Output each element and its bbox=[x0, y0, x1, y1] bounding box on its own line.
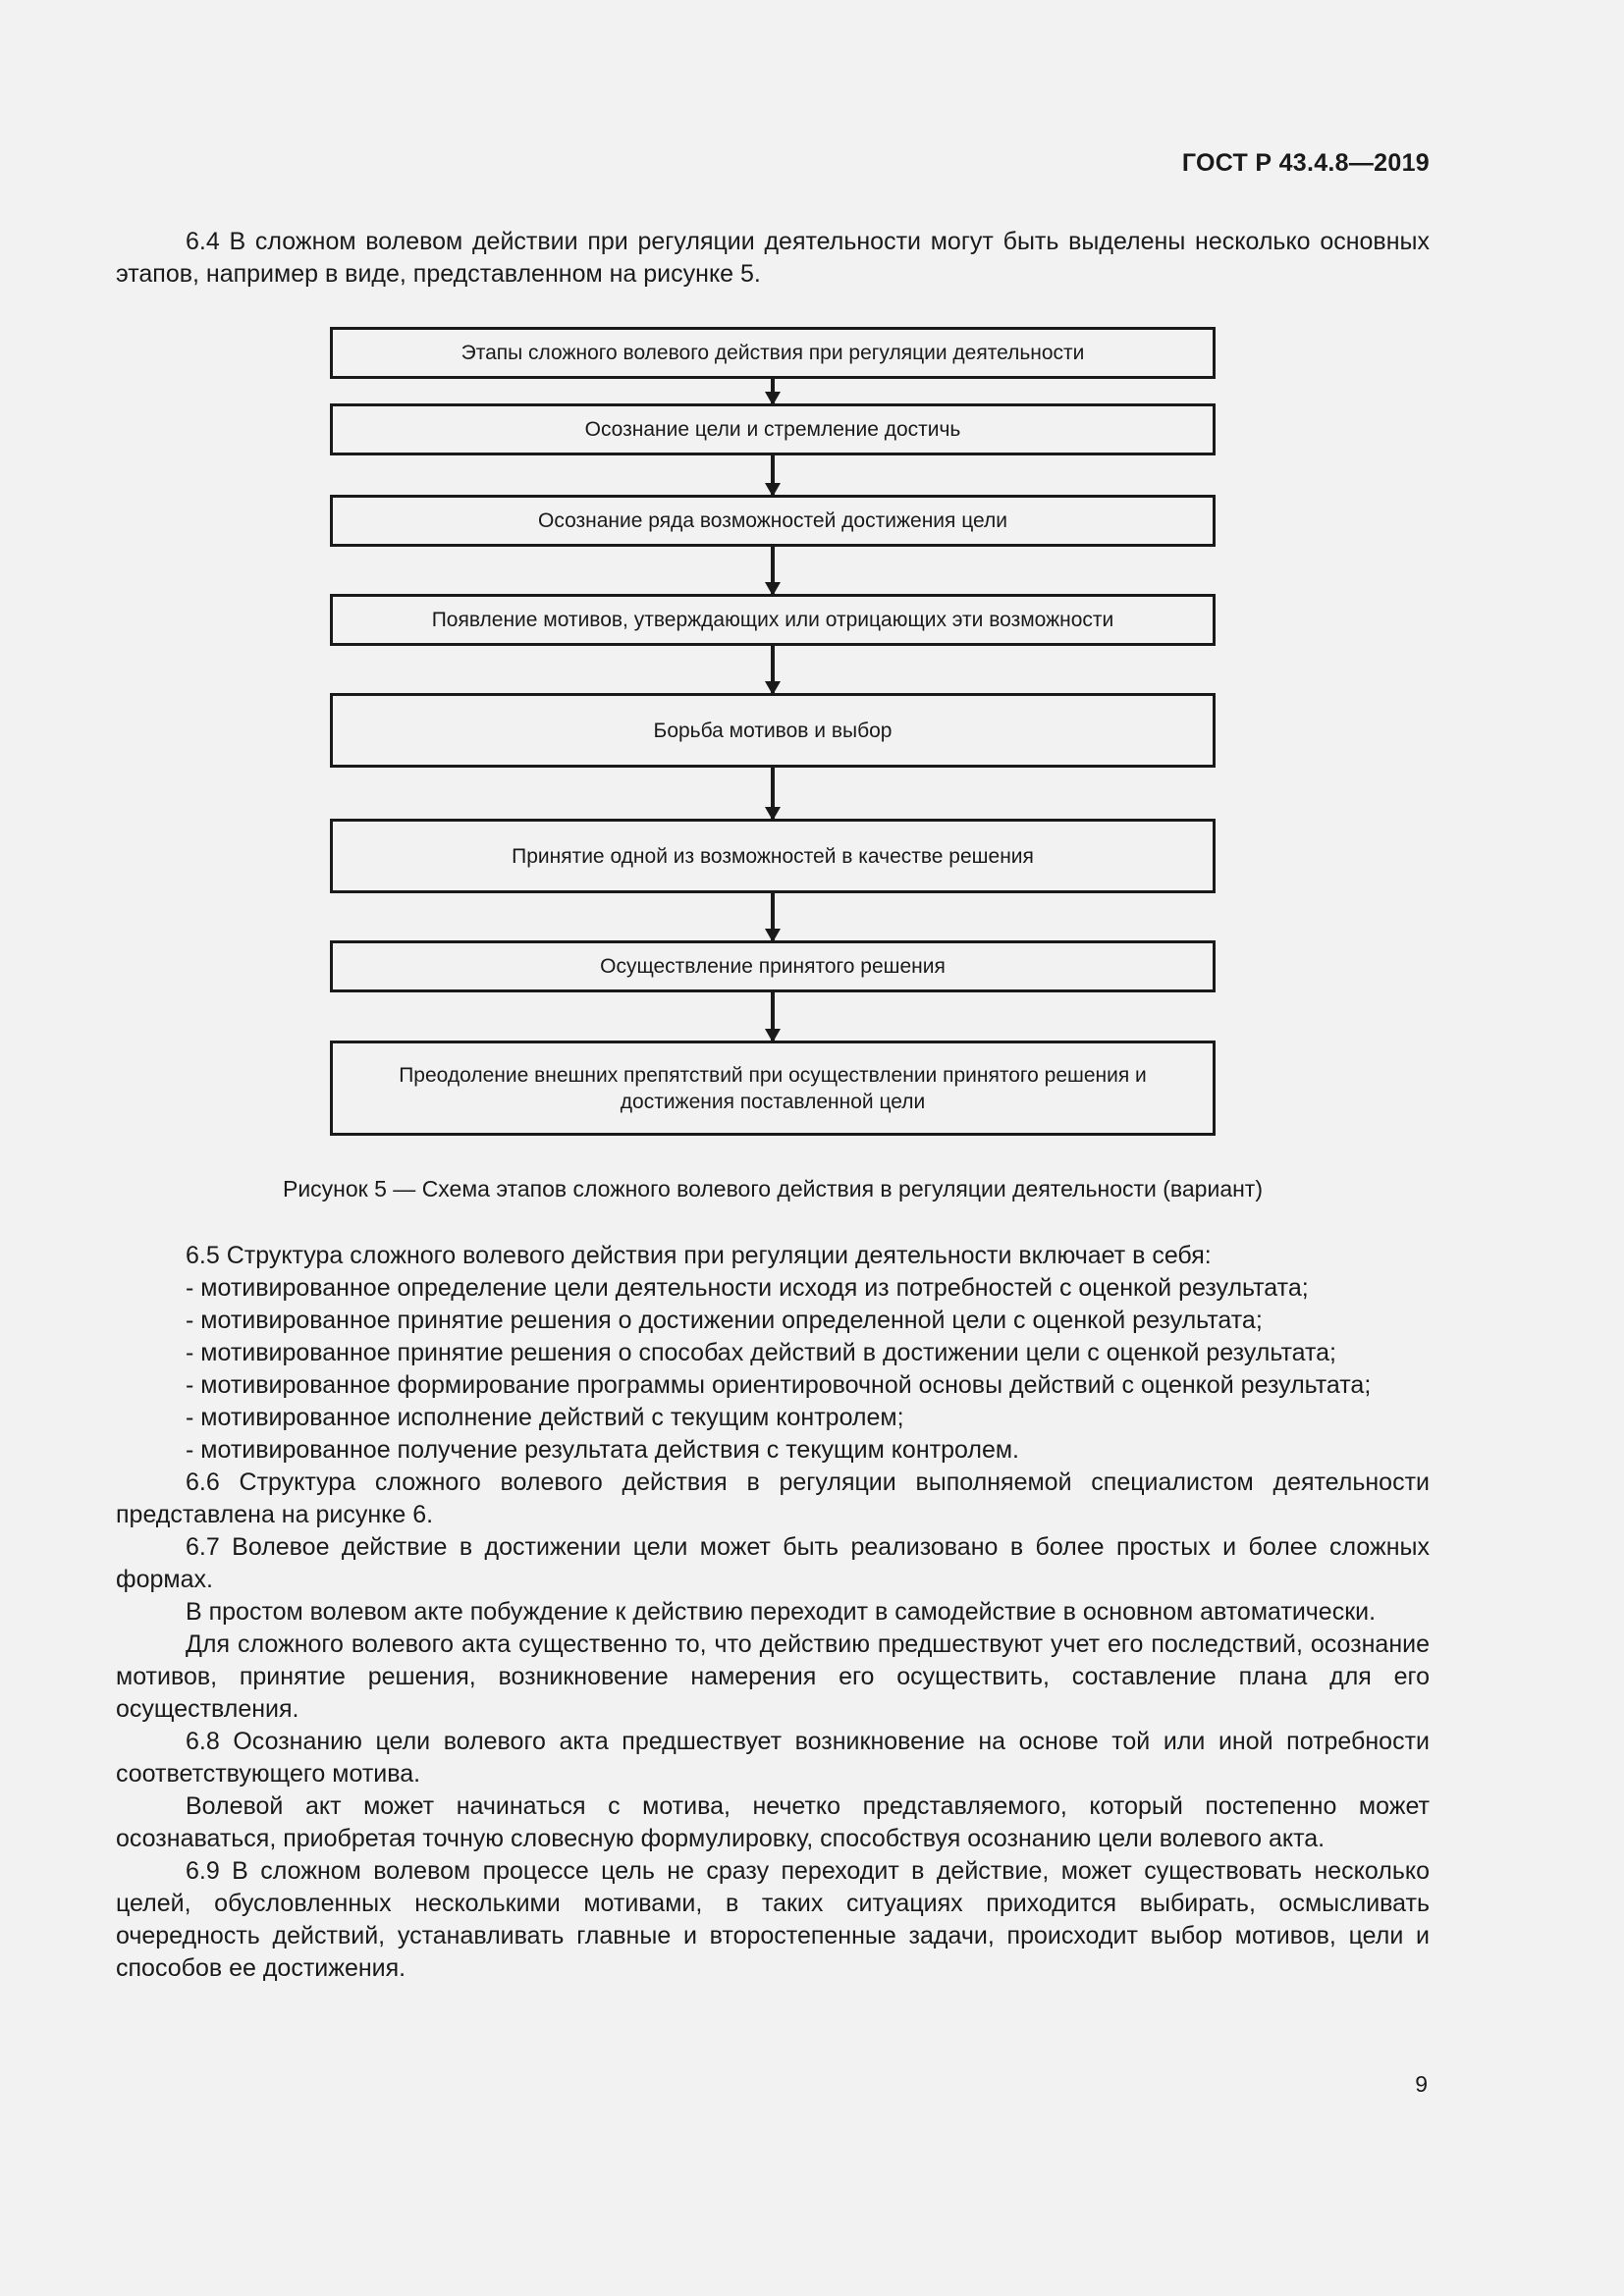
body-text bbox=[116, 1240, 1430, 1985]
paragraph: Для сложного волевого акта существенно то, что действию предшествуют учет его последствий, осознание мотивов, принятие решения, возникновение намерения его осуществить, составление плана для его осуществления. bbox=[116, 1630, 1430, 1723]
flowchart-arrow bbox=[771, 379, 775, 403]
paragraph: В простом волевом акте побуждение к действию переходит в самодействие в основном автоматически. bbox=[186, 1598, 1377, 1626]
flowchart-arrow bbox=[771, 992, 775, 1041]
paragraph: 6.8 Осознанию цели волевого акта предшествует возникновение на основе той или иной потребности соответствующего мотива. bbox=[116, 1728, 1430, 1788]
flowchart-arrow bbox=[771, 768, 775, 819]
paragraph: 6.7 Волевое действие в достижении цели может быть реализовано в более простых и более сложных формах. bbox=[116, 1533, 1430, 1593]
flowchart-arrow bbox=[771, 547, 775, 594]
list-item: - мотивированное принятие решения о способах действий в достижении цели с оценкой результата; bbox=[186, 1339, 1336, 1366]
flowchart-step: Преодоление внешних препятствий при осуществлении принятого решения и достижения поставленной цели bbox=[330, 1041, 1216, 1136]
page-number: 9 bbox=[1415, 2071, 1428, 2097]
list-item: - мотивированное формирование программы ориентировочной основы действий с оценкой результата; bbox=[186, 1371, 1372, 1399]
flowchart-step: Принятие одной из возможностей в качестве решения bbox=[330, 819, 1216, 893]
flowchart-step: Борьба мотивов и выбор bbox=[330, 693, 1216, 768]
list-item: - мотивированное получение результата действия с текущим контролем. bbox=[186, 1436, 1019, 1464]
paragraph: 6.5 Структура сложного волевого действия при регуляции деятельности включает в себя: bbox=[186, 1242, 1212, 1269]
figure-caption: Рисунок 5 — Схема этапов сложного волевого действия в регуляции деятельности (вариант) bbox=[282, 1176, 1264, 1201]
flowchart-arrow bbox=[771, 646, 775, 693]
list-item: - мотивированное принятие решения о достижении определенной цели с оценкой результата; bbox=[186, 1307, 1263, 1334]
flowchart-step: Появление мотивов, утверждающих или отрицающих эти возможности bbox=[330, 594, 1216, 646]
paragraph: 6.9 В сложном волевом процессе цель не сразу переходит в действие, может существовать несколько целей, обусловленных несколькими мотивами, в таких ситуациях приходится выбирать, осмысливать очередность действий, устанавливать главные и второстепенные задачи, происходит выбор мотивов, цели и способов ее достижения. bbox=[116, 1857, 1430, 1982]
paragraph: Волевой акт может начинаться с мотива, нечетко представляемого, который постепенно может осознаваться, приобретая точную словесную формулировку, способствуя осознанию цели волевого акта. bbox=[116, 1792, 1430, 1852]
flowchart-step: Осуществление принятого решения bbox=[330, 940, 1216, 992]
document-code: ГОСТ Р 43.4.8—2019 bbox=[1181, 149, 1430, 177]
flowchart-arrow bbox=[771, 455, 775, 495]
flowchart-arrow bbox=[771, 893, 775, 940]
intro-paragraph: 6.4 В сложном волевом действии при регуляции деятельности могут быть выделены несколько основных этапов, например в виде, представленном на рисунке 5. bbox=[116, 228, 1430, 288]
list-item: - мотивированное определение цели деятельности исходя из потребностей с оценкой результата; bbox=[186, 1274, 1309, 1302]
list-item: - мотивированное исполнение действий с текущим контролем; bbox=[186, 1404, 904, 1431]
flowchart-title-box: Этапы сложного волевого действия при регуляции деятельности bbox=[330, 327, 1216, 379]
flowchart-step: Осознание цели и стремление достичь bbox=[330, 403, 1216, 455]
flowchart-step: Осознание ряда возможностей достижения цели bbox=[330, 495, 1216, 547]
paragraph: 6.6 Структура сложного волевого действия в регуляции выполняемой специалистом деятельности представлена на рисунке 6. bbox=[116, 1468, 1430, 1528]
